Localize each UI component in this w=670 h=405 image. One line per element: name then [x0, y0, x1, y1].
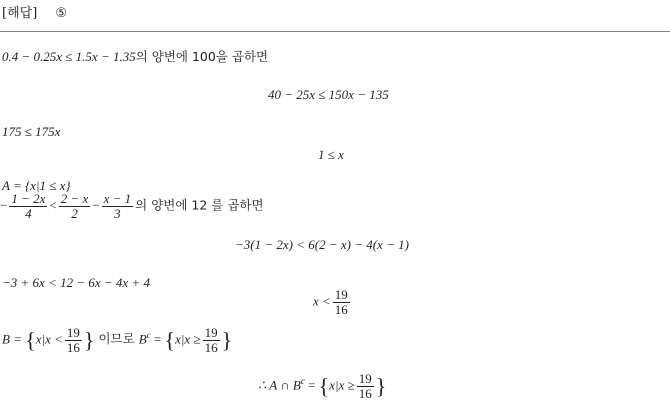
answer-choice: ⑤ [55, 6, 68, 21]
less-than: < [49, 197, 57, 213]
step3-line [0, 192, 264, 221]
set-b-line: B = {x|x < $\frac{19}{16}$ } 이므로 $B^c = \{x|x$ ≥ $\frac{19}{16}$ } [2, 325, 233, 355]
minus-sign: − [0, 197, 8, 213]
step2-left: 175 ≤ 175x [2, 124, 61, 139]
minus-sign-2: − [92, 197, 100, 213]
step2-center: 1 ≤ x [318, 147, 344, 162]
fraction-1: $\frac{1 - 2x}{4}$ [11, 191, 46, 221]
step1-line [2, 46, 268, 65]
answer-label: [해답] [2, 6, 38, 21]
fraction-3: $\frac{x - 1}{3}$ [103, 191, 132, 221]
set-a: A = {x|1 ≤ x} [2, 178, 71, 193]
step3-result: −3(1 − 2x) < 6(2 − x) − 4(x − 1) [235, 237, 409, 252]
fraction-19-16: $\frac{19}{16}$ [334, 287, 348, 317]
fraction-2: $\frac{2 - x}{2}$ [60, 191, 89, 221]
step3-note: 의 양변에 12 를 곱하면 [135, 197, 264, 213]
divider [0, 31, 670, 32]
step4-center: x < $\frac{19}{16}$ [313, 287, 348, 317]
step1-result: 40 − 25x ≤ 150x − 135 [268, 87, 389, 102]
step4-left: −3 + 6x < 12 − 6x − 4x + 4 [2, 275, 150, 290]
step1-note: 의 양변에 100을 곱하면 [135, 49, 269, 64]
step1-expression: 0.4 − 0.25x ≤ 1.5x − 1.35 [2, 49, 136, 64]
set-b-note: 이므로 [98, 331, 135, 347]
answer-header [2, 2, 67, 21]
final-answer: ∴ A ∩ $B^c = \{x|x$ ≥ $\frac{19}{16}$ } [258, 371, 387, 401]
